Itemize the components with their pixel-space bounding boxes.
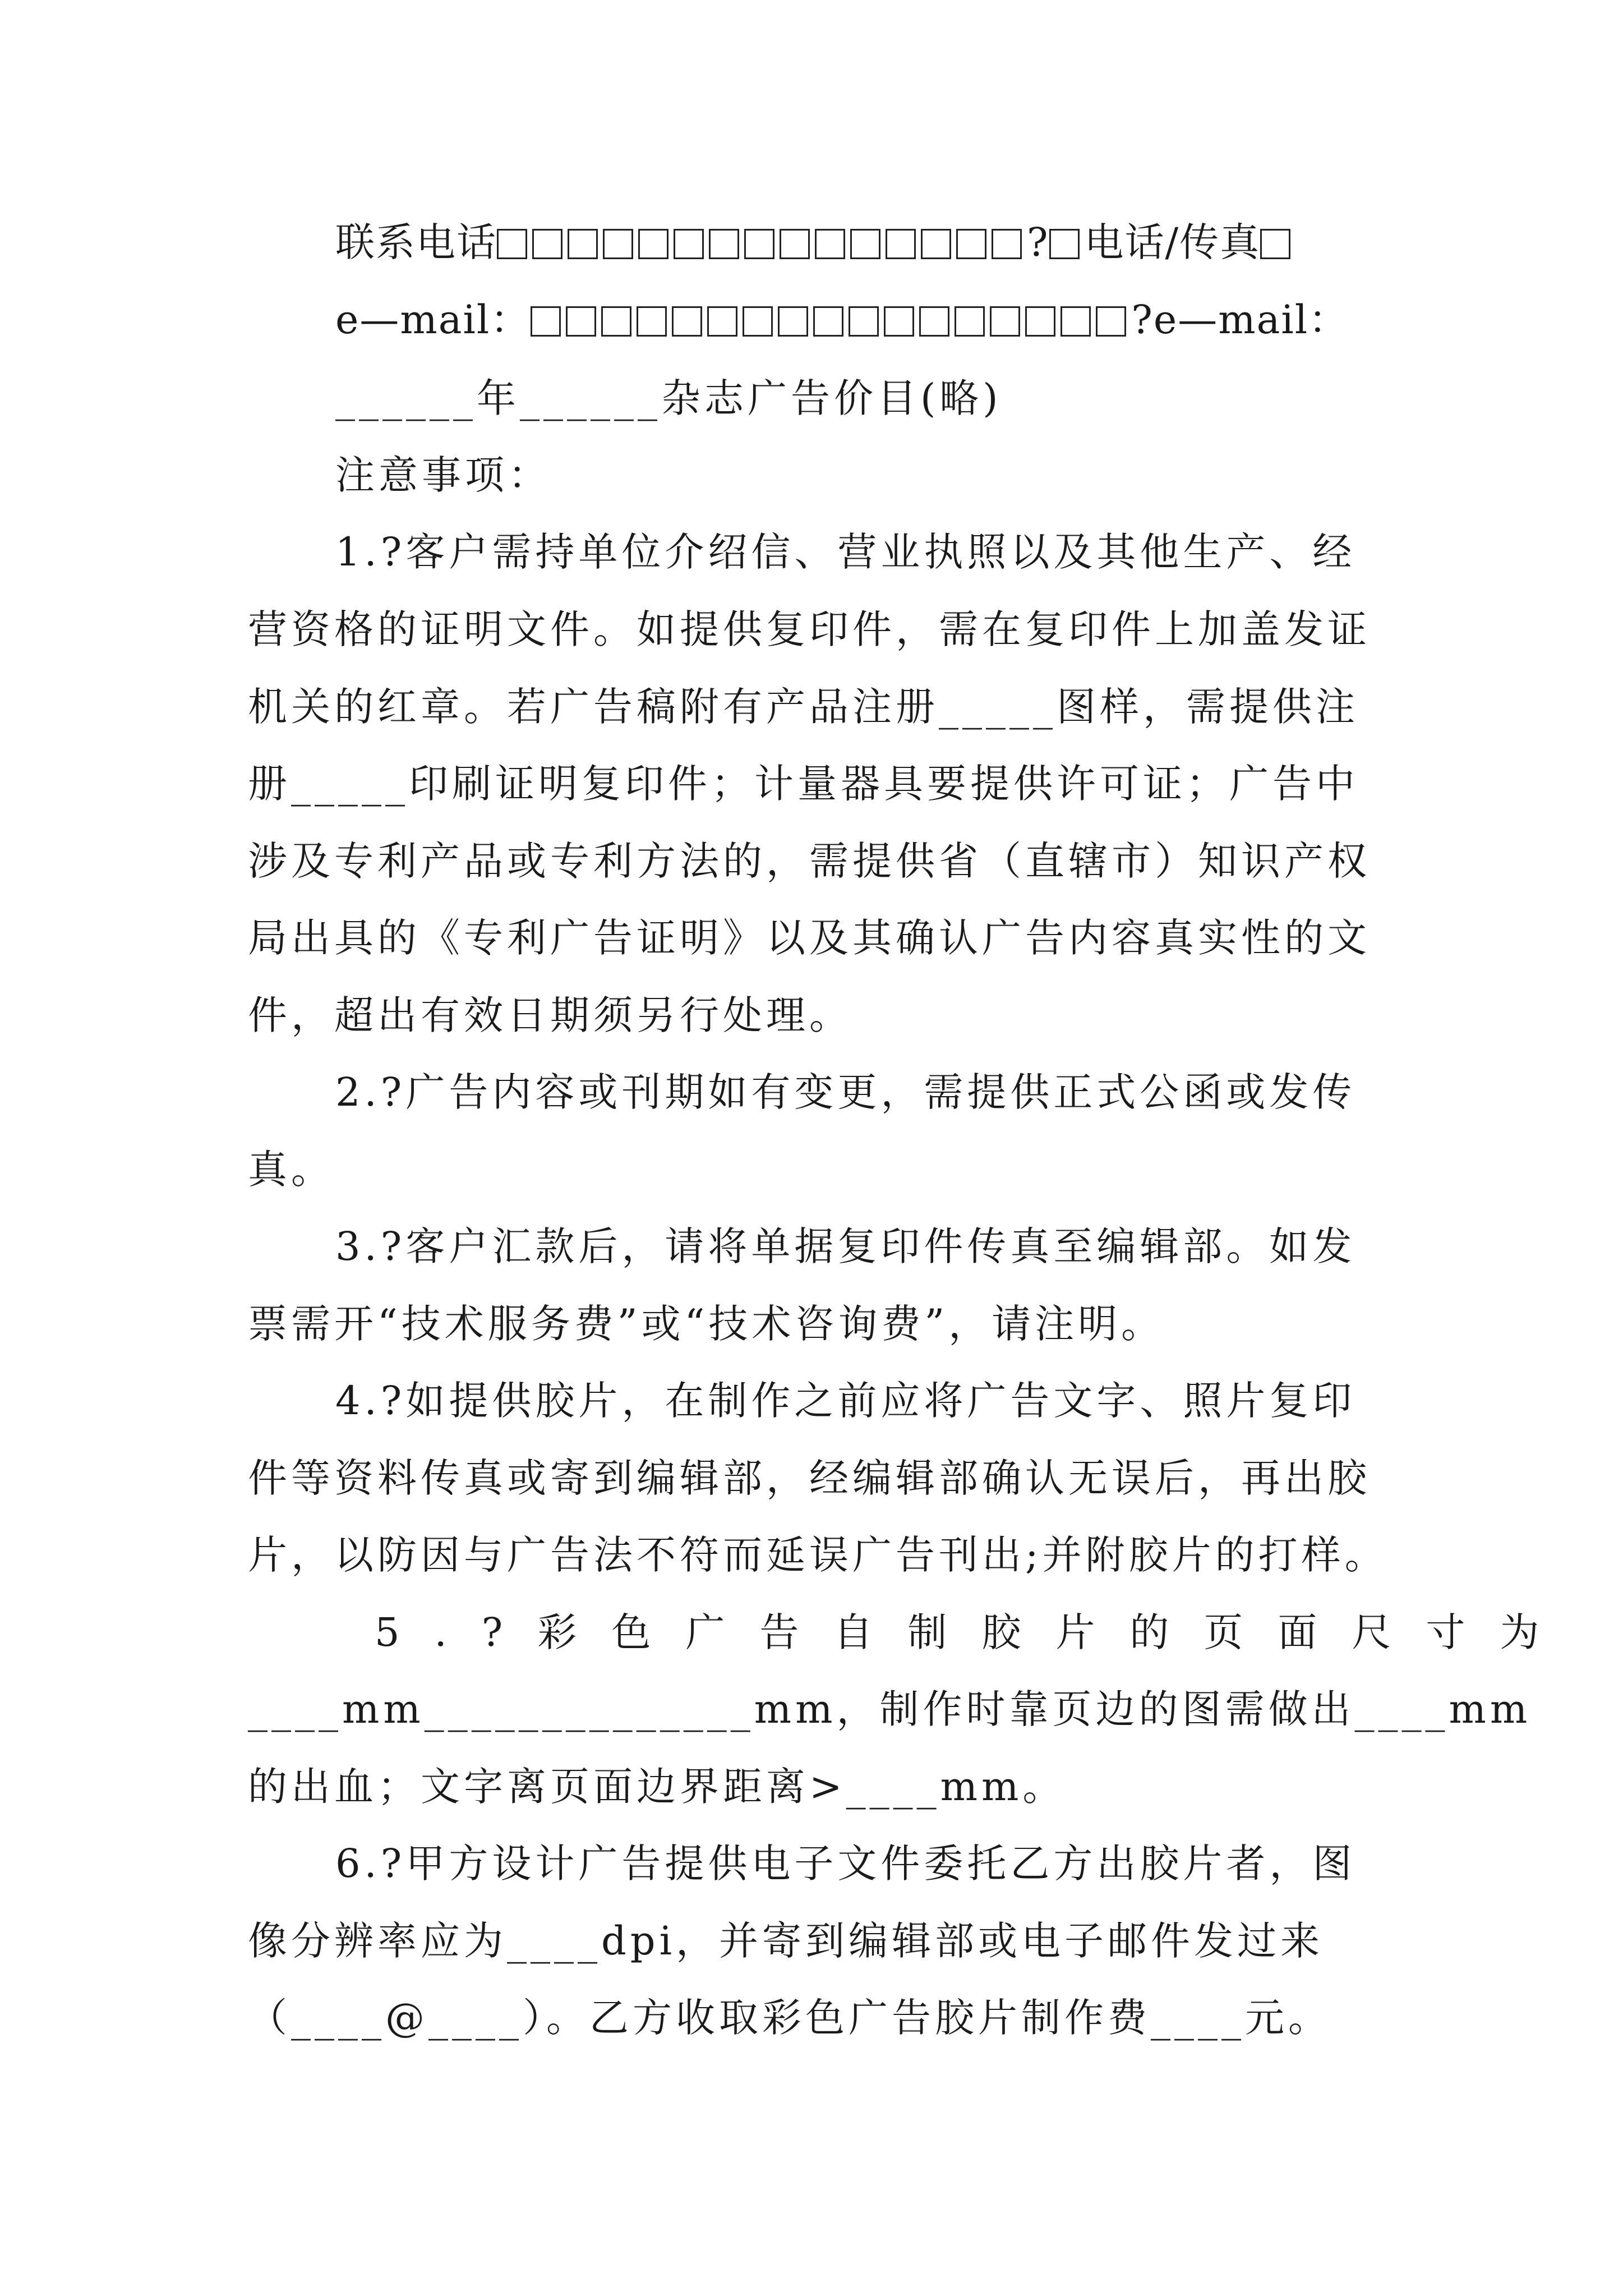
phone-fax-label: 电话/传真 xyxy=(1084,219,1261,265)
phone-box-group-2 xyxy=(1049,229,1085,263)
empty-box xyxy=(886,229,916,259)
empty-box xyxy=(1061,306,1091,337)
empty-box xyxy=(1260,229,1290,259)
phone-label: 联系电话 xyxy=(335,219,497,265)
empty-box xyxy=(919,306,949,337)
contact-email-line xyxy=(335,292,1390,348)
item-6-line-1: 6.?甲方设计广告提供电子文件委托乙方出胶片者，图 xyxy=(335,1841,1356,1887)
item-1-line-3: 机关的红章。若广告稿附有产品注册_____图样，需提供注 xyxy=(248,684,1359,730)
empty-box xyxy=(955,306,985,337)
empty-box xyxy=(921,229,951,259)
empty-box xyxy=(849,306,879,337)
empty-box xyxy=(850,229,880,259)
empty-box xyxy=(743,306,773,337)
item-4-line-3: 片，以防因与广告法不符而延误广告刊出;并附胶片的打样。 xyxy=(248,1532,1388,1578)
phone-box-group xyxy=(497,229,1027,263)
item-1-line-6: 局出具的《专利广告证明》以及其确认广告内容真实性的文 xyxy=(248,915,1371,961)
empty-box xyxy=(709,229,739,259)
empty-box xyxy=(566,306,596,337)
item-3-line-1: 3.?客户汇款后，请将单据复印件传真至编辑部。如发 xyxy=(335,1223,1356,1269)
empty-box xyxy=(1096,306,1126,337)
empty-box xyxy=(1025,306,1055,337)
empty-box xyxy=(531,306,561,337)
item-2-line-1: 2.?广告内容或刊期如有变更，需提供正式公函或发传 xyxy=(335,1069,1356,1115)
empty-box xyxy=(992,229,1022,259)
empty-box xyxy=(778,306,808,337)
item-4-line-2: 件等资料传真或寄到编辑部，经编辑部确认无误后，再出胶 xyxy=(248,1455,1371,1501)
item-1-line-4: 册_____印刷证明复印件；计量器具要提供许可证；广告中 xyxy=(248,761,1359,807)
empty-box xyxy=(638,229,668,259)
empty-box xyxy=(568,229,598,259)
empty-box xyxy=(990,306,1020,337)
item-1-line-5: 涉及专利产品或专利方法的，需提供省（直辖市）知识产权 xyxy=(248,838,1371,884)
empty-box xyxy=(707,306,737,337)
item-6-line-3: （____@____）。乙方收取彩色广告胶片制作费____元。 xyxy=(248,1995,1331,2041)
empty-box xyxy=(884,306,914,337)
empty-box xyxy=(601,306,631,337)
item-2-line-2: 真。 xyxy=(248,1147,334,1193)
empty-box xyxy=(780,229,810,259)
item-3-line-2: 票需开“技术服务费”或“技术咨询费”，请注明。 xyxy=(248,1301,1165,1347)
empty-box xyxy=(532,229,562,259)
item-5-line-2: ____mm______________mm，制作时靠页边的图需做出____mm xyxy=(248,1686,1532,1732)
empty-box xyxy=(813,306,843,337)
empty-box xyxy=(956,229,986,259)
empty-box xyxy=(637,306,667,337)
empty-box xyxy=(497,229,527,259)
empty-box xyxy=(744,229,774,259)
empty-box xyxy=(1049,229,1080,259)
item-5-line-1: 5.?彩色广告自制胶片的页面尺寸为 xyxy=(375,1609,1574,1655)
item-5-line-3: 的出血；文字离页面边界距离>____mm。 xyxy=(248,1764,1066,1810)
notice-heading: 注意事项： xyxy=(335,452,551,498)
item-1-line-2: 营资格的证明文件。如提供复印件，需在复印件上加盖发证 xyxy=(248,606,1371,652)
email-label: e—mail： xyxy=(335,297,531,343)
empty-box xyxy=(674,229,704,259)
phone-separator: ? xyxy=(1027,219,1049,265)
price-list-line: ______年______杂志广告价目(略) xyxy=(335,375,1002,421)
item-1-line-1: 1.?客户需持单位介绍信、营业执照以及其他生产、经 xyxy=(335,529,1356,575)
item-1-line-7: 件，超出有效日期须另行处理。 xyxy=(248,992,852,1038)
email-box-group xyxy=(531,306,1131,340)
empty-box xyxy=(815,229,845,259)
empty-box xyxy=(603,229,633,259)
phone-box-group-3 xyxy=(1260,229,1295,263)
contact-phone-line xyxy=(335,214,1390,270)
empty-box xyxy=(672,306,702,337)
email-label-2: ?e—mail： xyxy=(1131,297,1349,343)
item-4-line-1: 4.?如提供胶片，在制作之前应将广告文字、照片复印 xyxy=(335,1378,1356,1424)
item-6-line-2: 像分辨率应为____dpi，并寄到编辑部或电子邮件发过来 xyxy=(248,1918,1324,1964)
